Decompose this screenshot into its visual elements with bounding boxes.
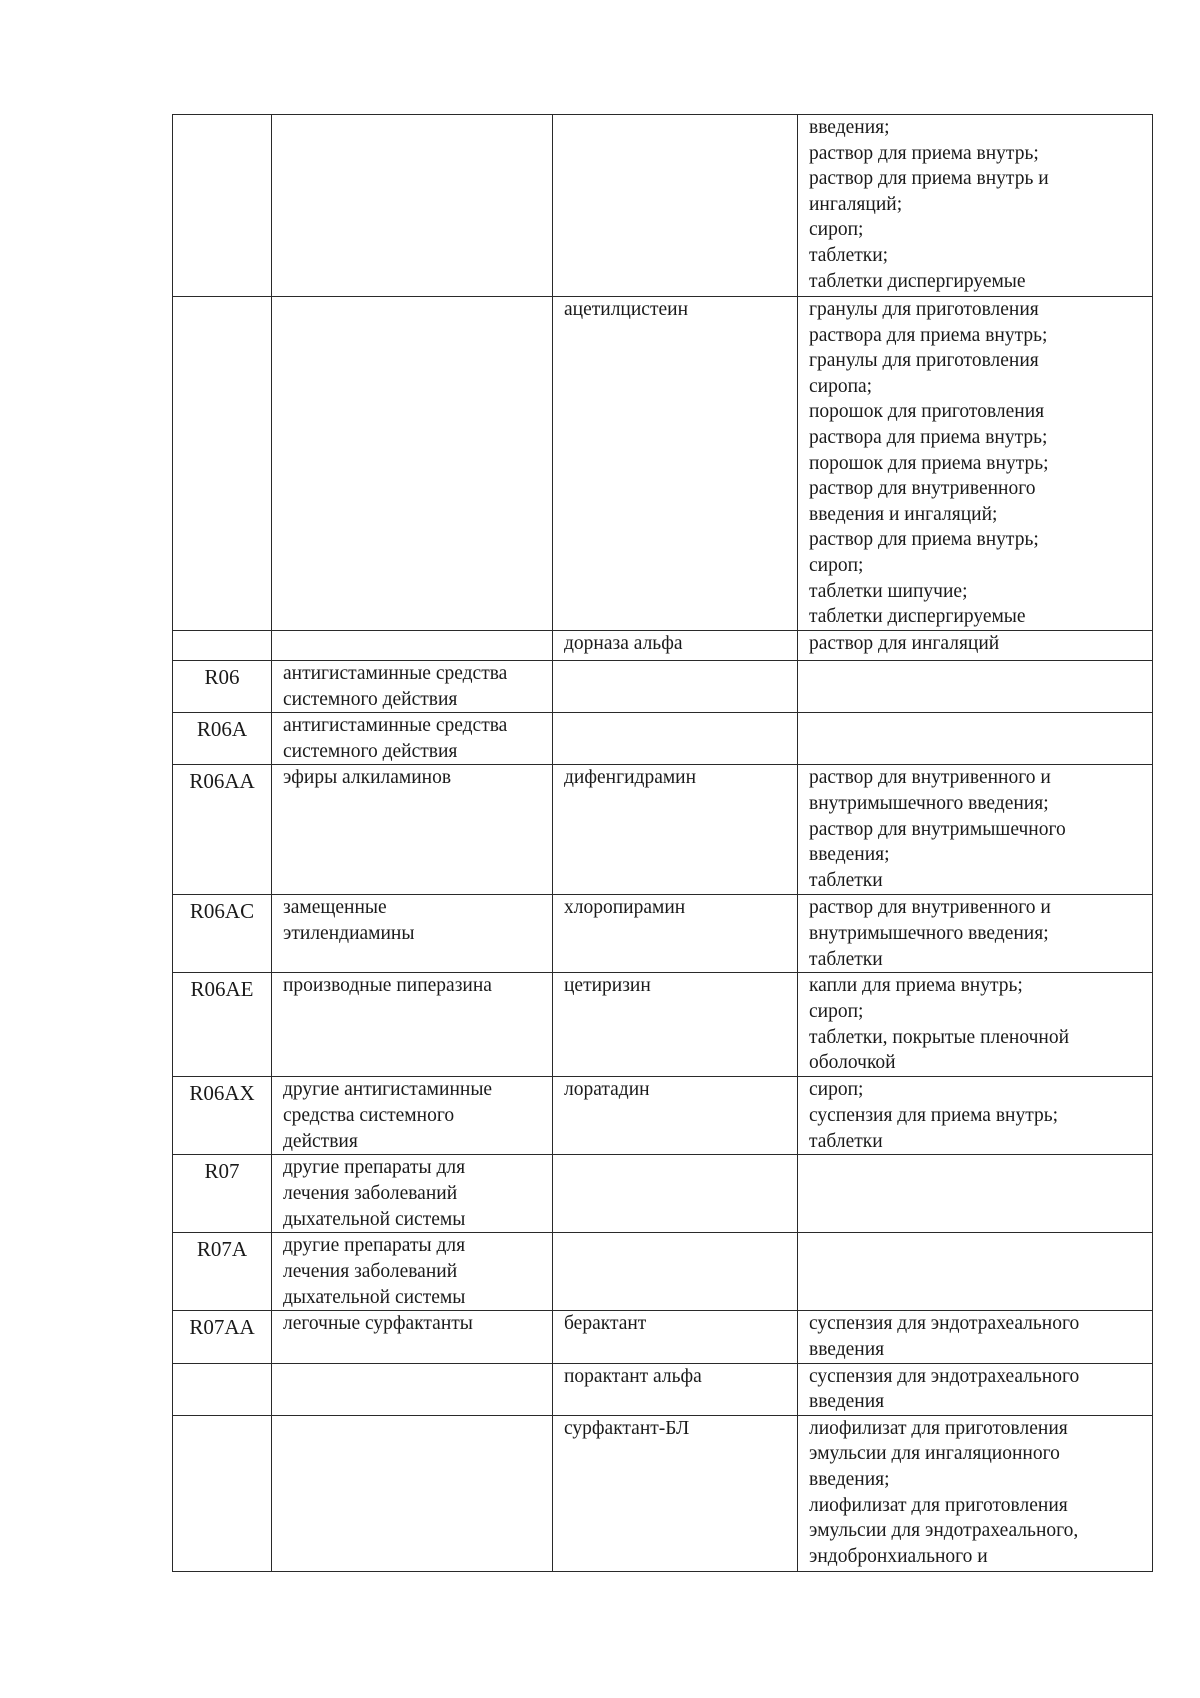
dosage-forms-cell: раствор для ингаляций — [798, 631, 1153, 661]
table-row — [173, 115, 1153, 297]
table-row — [173, 631, 1153, 661]
drug-name-cell: хлоропирамин — [553, 895, 798, 973]
group-cell: другие антигистаминные средства системного действия — [272, 1077, 553, 1155]
atc-code-cell — [173, 115, 272, 297]
drug-name-cell: лоратадин — [553, 1077, 798, 1155]
dosage-forms-cell: гранулы для приготовления раствора для приема внутрь; гранулы для приготовления сиропа; порошок для приготовления раствора для приема внутрь; порошок для приема внутрь; раствор для внутривенного введения и ингаляций; раствор для приема внутрь; сироп; таблетки шипучие; таблетки диспергируемые — [798, 297, 1153, 631]
drug-name-cell — [553, 713, 798, 765]
drug-name-cell — [553, 1233, 798, 1311]
dosage-forms-cell — [798, 1155, 1153, 1233]
drug-classification-table — [172, 114, 1153, 1572]
group-cell — [272, 1363, 553, 1415]
dosage-forms-cell: раствор для внутривенного и внутримышечного введения; таблетки — [798, 895, 1153, 973]
drug-name-cell: дифенгидрамин — [553, 765, 798, 895]
atc-code-cell — [173, 1415, 272, 1571]
drug-name-cell — [553, 115, 798, 297]
dosage-forms-cell: суспензия для эндотрахеального введения — [798, 1363, 1153, 1415]
atc-code-cell: R06AX — [173, 1077, 272, 1155]
dosage-forms-cell: введения; раствор для приема внутрь; раствор для приема внутрь и ингаляций; сироп; таблетки; таблетки диспергируемые — [798, 115, 1153, 297]
atc-code-cell: R07A — [173, 1233, 272, 1311]
atc-code-cell: R06A — [173, 713, 272, 765]
table-row — [173, 765, 1153, 895]
atc-code-cell — [173, 631, 272, 661]
drug-name-cell — [553, 661, 798, 713]
table-row — [173, 1311, 1153, 1363]
dosage-forms-cell: сироп; суспензия для приема внутрь; таблетки — [798, 1077, 1153, 1155]
drug-name-cell — [553, 1155, 798, 1233]
table-row — [173, 973, 1153, 1077]
group-cell — [272, 115, 553, 297]
dosage-forms-cell — [798, 1233, 1153, 1311]
group-cell — [272, 1415, 553, 1571]
drug-name-cell: порактант альфа — [553, 1363, 798, 1415]
group-cell: эфиры алкиламинов — [272, 765, 553, 895]
atc-code-cell: R07 — [173, 1155, 272, 1233]
dosage-forms-cell: раствор для внутривенного и внутримышечного введения; раствор для внутримышечного введения; таблетки — [798, 765, 1153, 895]
group-cell: производные пиперазина — [272, 973, 553, 1077]
group-cell: антигистаминные средства системного действия — [272, 661, 553, 713]
atc-code-cell — [173, 297, 272, 631]
atc-code-cell: R06 — [173, 661, 272, 713]
atc-code-cell: R06AA — [173, 765, 272, 895]
table-row — [173, 1415, 1153, 1571]
group-cell: замещенные этилендиамины — [272, 895, 553, 973]
drug-name-cell: дорназа альфа — [553, 631, 798, 661]
table-row — [173, 1363, 1153, 1415]
table-row — [173, 1233, 1153, 1311]
table-row — [173, 1077, 1153, 1155]
dosage-forms-cell — [798, 713, 1153, 765]
drug-name-cell: ацетилцистеин — [553, 297, 798, 631]
dosage-forms-cell: лиофилизат для приготовления эмульсии для ингаляционного введения; лиофилизат для приготовления эмульсии для эндотрахеального, эндобронхиального и — [798, 1415, 1153, 1571]
group-cell: другие препараты для лечения заболеваний дыхательной системы — [272, 1155, 553, 1233]
atc-code-cell: R06AC — [173, 895, 272, 973]
table-row — [173, 895, 1153, 973]
atc-code-cell: R07AA — [173, 1311, 272, 1363]
drug-name-cell: берактант — [553, 1311, 798, 1363]
group-cell — [272, 297, 553, 631]
table-body — [173, 115, 1153, 1572]
table-row — [173, 713, 1153, 765]
table-row — [173, 661, 1153, 713]
group-cell: антигистаминные средства системного действия — [272, 713, 553, 765]
dosage-forms-cell — [798, 661, 1153, 713]
table-row — [173, 297, 1153, 631]
dosage-forms-cell: суспензия для эндотрахеального введения — [798, 1311, 1153, 1363]
group-cell: другие препараты для лечения заболеваний дыхательной системы — [272, 1233, 553, 1311]
atc-code-cell: R06AE — [173, 973, 272, 1077]
drug-name-cell: цетиризин — [553, 973, 798, 1077]
dosage-forms-cell: капли для приема внутрь; сироп; таблетки, покрытые пленочной оболочкой — [798, 973, 1153, 1077]
drug-name-cell: сурфактант-БЛ — [553, 1415, 798, 1571]
table-row — [173, 1155, 1153, 1233]
group-cell — [272, 631, 553, 661]
group-cell: легочные сурфактанты — [272, 1311, 553, 1363]
atc-code-cell — [173, 1363, 272, 1415]
